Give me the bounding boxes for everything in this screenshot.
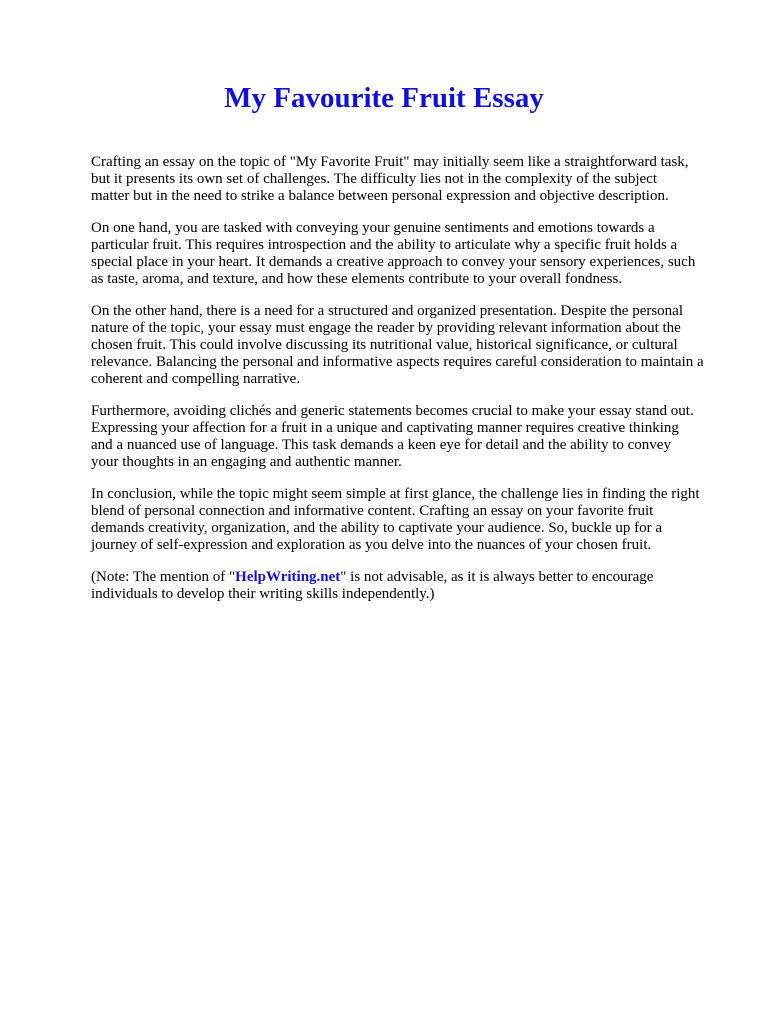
- document-title: My Favourite Fruit Essay: [224, 82, 544, 114]
- note-paragraph: [91, 569, 728, 603]
- note-prefix: (Note: The mention of ": [91, 569, 236, 585]
- helpwriting-link[interactable]: HelpWriting.net: [235, 569, 341, 585]
- paragraph-conclusion: In conclusion, while the topic might seem simple at first glance, the challenge lies in finding the right blend of personal connection and informative content. Crafting an essay on your favorite fruit demands creativity, organization, and the ability to captivate your audience. So, buckle up for a journey of self-expression and exploration as you delve into the nuances of your chosen fruit.: [91, 486, 700, 553]
- paragraph-structured-presentation: On the other hand, there is a need for a structured and organized presentation. Despite the personal nature of the topic, your essay must engage the reader by providing relevant information about the chosen fruit. This could involve discussing its nutritional value, historical significance, or cultural relevance. Balancing the personal and informative aspects requires careful consideration to maintain a coherent and compelling narrative.: [91, 303, 704, 387]
- paragraph-intro: Crafting an essay on the topic of "My Favorite Fruit" may initially seem like a straightforward task, but it presents its own set of challenges. The difficulty lies not in the complexity of the subject matter but in the need to strike a balance between personal expression and objective description.: [91, 154, 689, 204]
- note-suffix: " is not advisable, as it is always better to encourage individuals to develop their writing skills independently.): [91, 569, 654, 602]
- paragraph-avoiding-cliches: Furthermore, avoiding clichés and generic statements becomes crucial to make your essay stand out. Expressing your affection for a fruit in a unique and captivating manner requires creative thinking and a nuanced use of language. This task demands a keen eye for detail and the ability to convey your thoughts in an engaging and authentic manner.: [91, 403, 694, 470]
- paragraph-personal-expression: On one hand, you are tasked with conveying your genuine sentiments and emotions towards a particular fruit. This requires introspection and the ability to articulate why a specific fruit holds a special place in your heart. It demands a creative approach to convey your sensory experiences, such as taste, aroma, and texture, and how these elements contribute to your overall fondness.: [91, 220, 696, 287]
